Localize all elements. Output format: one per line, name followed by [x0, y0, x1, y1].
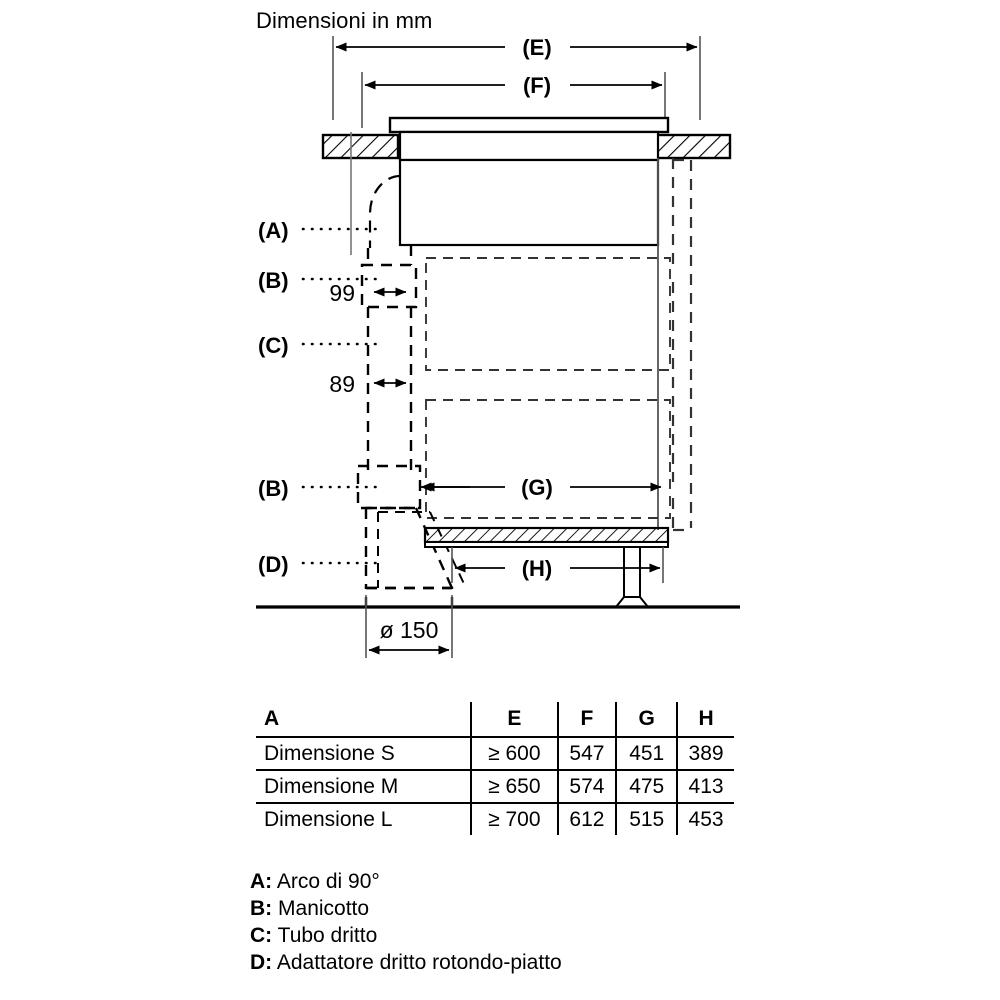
cell-f: 547	[558, 737, 617, 770]
legend-item-a	[250, 868, 562, 895]
cell-h: 453	[677, 803, 734, 835]
appliance-ghost-outline	[673, 158, 691, 530]
dimensions-table	[256, 702, 734, 835]
legend-text-d: Adattatore dritto rotondo-piatto	[276, 951, 562, 974]
cell-e: ≥ 700	[471, 803, 557, 835]
legend-item-c	[250, 922, 562, 949]
cabinet-leg	[616, 547, 648, 607]
part-label-B-upper: (B)	[258, 268, 289, 293]
duct-elbow-A	[370, 176, 400, 248]
dimension-H-label: (H)	[521, 556, 553, 581]
dimension-F-label: (F)	[522, 73, 552, 98]
dimension-89-label: 89	[329, 371, 355, 397]
cell-e: ≥ 600	[471, 737, 557, 770]
part-label-C: (C)	[258, 333, 289, 358]
dimension-E-label: (E)	[522, 35, 552, 60]
duct-sleeve-upper-B	[362, 265, 416, 307]
cell-f: 574	[558, 770, 617, 803]
hob-body	[400, 132, 658, 245]
parts-legend	[250, 868, 562, 976]
cell-g: 451	[616, 737, 677, 770]
page-title: Dimensioni in mm	[256, 8, 433, 33]
base-plinth	[425, 528, 668, 547]
table-row	[256, 737, 734, 770]
dimension-E	[333, 35, 700, 120]
table-header-f: F	[558, 702, 617, 737]
cell-e: ≥ 650	[471, 770, 557, 803]
legend-text-a: Arco di 90°	[276, 870, 380, 893]
countertop-left	[323, 135, 398, 158]
part-label-B-lower: (B)	[258, 476, 289, 501]
cell-g: 515	[616, 803, 677, 835]
cell-h: 389	[677, 737, 734, 770]
cell-g: 475	[616, 770, 677, 803]
dimension-diameter-150-label: ø 150	[379, 617, 439, 643]
cell-f: 612	[558, 803, 617, 835]
legend-item-b	[250, 895, 562, 922]
dimension-G-label: (G)	[521, 475, 553, 500]
table-header-h: H	[677, 702, 734, 737]
hob-glass-top	[390, 118, 668, 132]
dimension-99	[329, 280, 406, 306]
row-name: Dimensione M	[256, 770, 471, 803]
duct-adapter-base	[366, 588, 452, 607]
dimension-G	[421, 475, 661, 500]
part-label-A: (A)	[258, 218, 289, 243]
legend-key-b: B:	[250, 897, 273, 920]
table-row	[256, 803, 734, 835]
part-label-D: (D)	[258, 552, 289, 577]
legend-key-a: A:	[250, 870, 273, 893]
duct-straight-tube-C	[368, 307, 411, 470]
row-name: Dimensione L	[264, 807, 393, 831]
legend-text-b: Manicotto	[278, 897, 370, 920]
legend-key-c: C:	[250, 924, 273, 947]
row-name: Dimensione S	[256, 737, 471, 770]
duct-upper-stub	[368, 245, 411, 265]
legend-key-d: D:	[250, 951, 273, 974]
table-header-e: E	[471, 702, 557, 737]
dimension-99-label: 99	[329, 280, 355, 306]
dimension-diameter-150	[366, 595, 452, 658]
table-header-g: G	[616, 702, 677, 737]
countertop-right	[655, 135, 730, 158]
cell-h: 413	[677, 770, 734, 803]
legend-text-c: Tubo dritto	[277, 924, 378, 947]
table-header-a: A	[256, 702, 471, 737]
table-row	[256, 770, 734, 803]
legend-item-d	[250, 949, 562, 976]
table-header-row	[256, 702, 734, 737]
